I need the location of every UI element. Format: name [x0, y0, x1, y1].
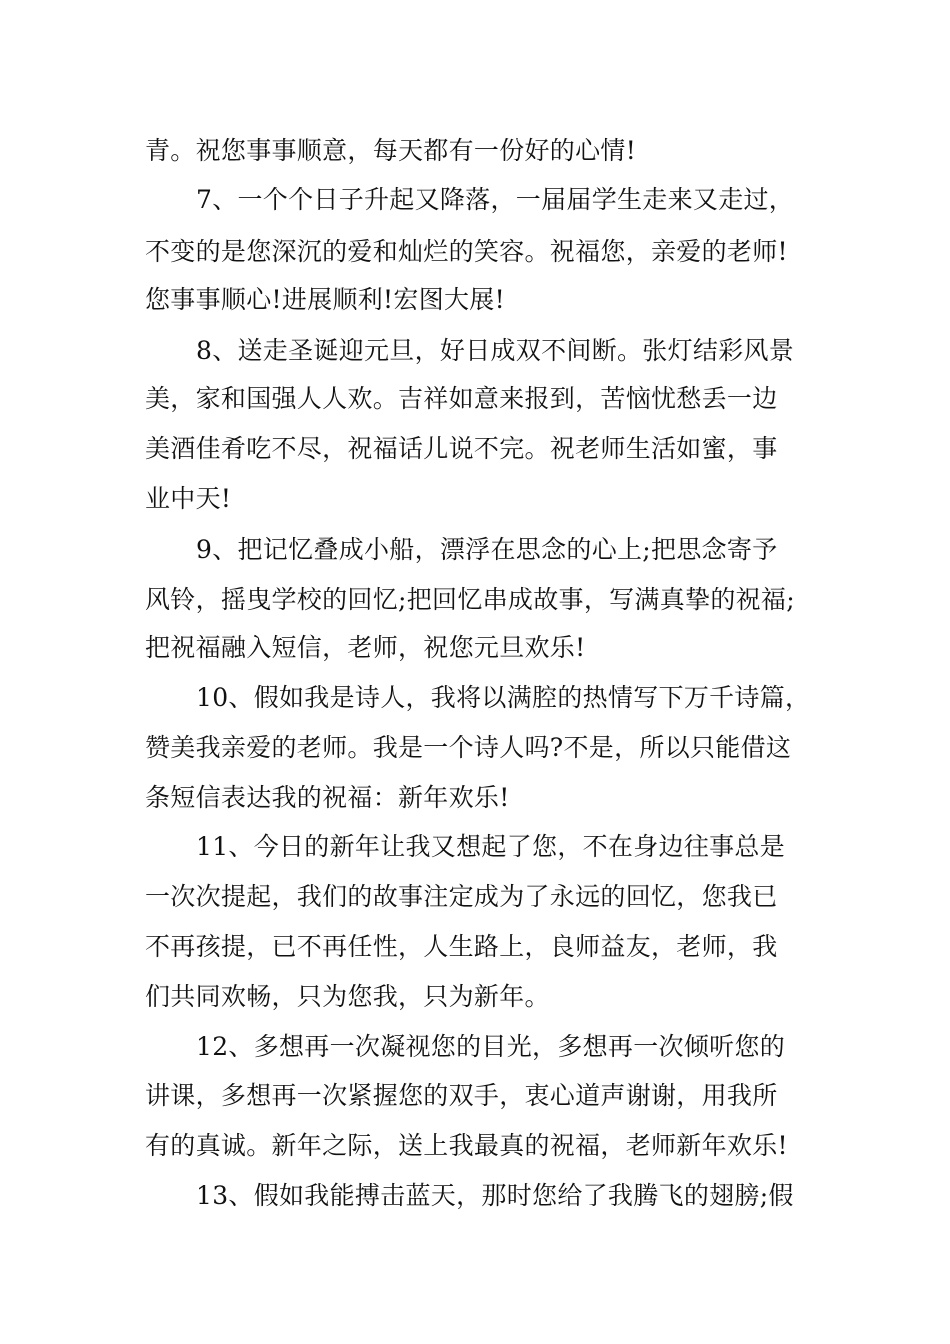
text-line: 青。祝您事事顺意，每天都有一份好的心情! — [145, 136, 637, 165]
text-line: 把祝福融入短信，老师，祝您元旦欢乐! — [145, 633, 586, 662]
paragraph-13-start: 13、假如我能搏击蓝天，那时您给了我腾飞的翅膀;假 — [196, 1181, 794, 1210]
text-line: 一次次提起，我们的故事注定成为了永远的回忆，您我已 — [145, 882, 778, 911]
text-line: 美酒佳肴吃不尽，祝福话儿说不完。祝老师生活如蜜，事 — [145, 434, 778, 463]
text-line: 不再孩提，已不再任性，人生路上，良师益友，老师，我 — [145, 932, 778, 961]
text-line: 不变的是您深沉的爱和灿烂的笑容。祝福您，亲爱的老师! — [145, 237, 788, 266]
text-line: 讲课，多想再一次紧握您的双手，衷心道声谢谢，用我所 — [145, 1081, 778, 1110]
paragraph-8-start: 8、送走圣诞迎元旦，好日成双不间断。张灯结彩风景 — [196, 336, 795, 365]
text-line: 条短信表达我的祝福：新年欢乐! — [145, 783, 510, 812]
text-line: 们共同欢畅，只为您我，只为新年。 — [145, 982, 550, 1011]
text-line: 赞美我亲爱的老师。我是一个诗人吗?不是，所以只能借这 — [145, 733, 792, 762]
text-line: 业中天! — [145, 484, 232, 513]
paragraph-9-start: 9、把记忆叠成小船，漂浮在思念的心上;把思念寄予 — [196, 535, 778, 564]
text-line: 风铃，摇曳学校的回忆;把回忆串成故事，写满真挚的祝福; — [145, 585, 795, 614]
paragraph-10-start: 10、假如我是诗人，我将以满腔的热情写下万千诗篇， — [196, 683, 811, 712]
paragraph-7-start: 7、一个个日子升起又降落，一届届学生走来又走过， — [196, 185, 795, 214]
paragraph-12-start: 12、多想再一次凝视您的目光，多想再一次倾听您的 — [196, 1032, 786, 1061]
text-line: 您事事顺心!进展顺利!宏图大展! — [145, 285, 505, 314]
paragraph-11-start: 11、今日的新年让我又想起了您，不在身边往事总是 — [196, 832, 786, 861]
text-line: 美，家和国强人人欢。吉祥如意来报到，苦恼忧愁丢一边 — [145, 384, 778, 413]
text-line: 有的真诚。新年之际，送上我最真的祝福，老师新年欢乐! — [145, 1131, 788, 1160]
